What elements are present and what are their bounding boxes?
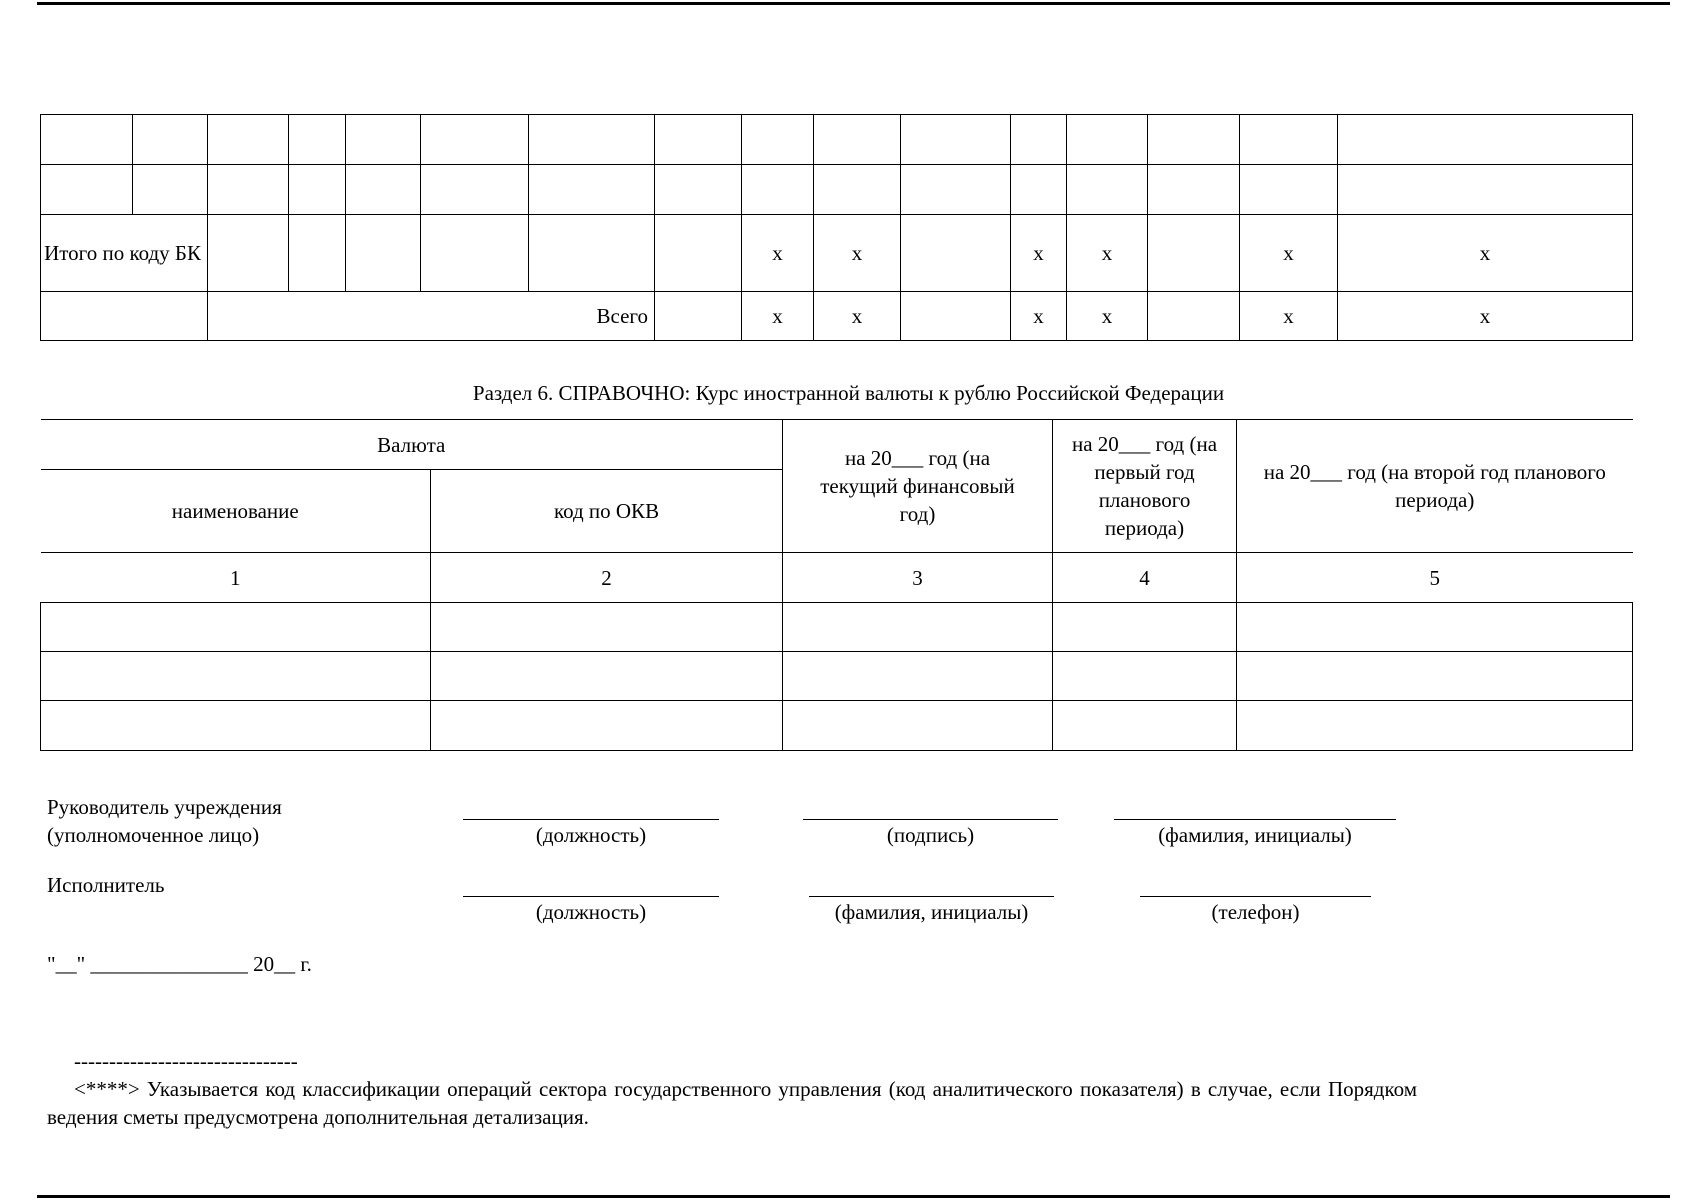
summary-table xyxy=(40,114,1633,341)
second-year-header: на 20___ год (на второй год планового периода) xyxy=(1237,420,1633,553)
table-cell[interactable] xyxy=(41,292,208,341)
footnote-text: <****> Указывается код классификации операций сектора государственного управления (код аналитического показателя) в случае, если Порядком ведения сметы предусмотрена дополнительная детализация. xyxy=(47,1077,1417,1129)
signature-line[interactable] xyxy=(803,819,1058,820)
table-cell[interactable] xyxy=(1011,115,1067,165)
full-name-caption: (фамилия, инициалы) xyxy=(1158,823,1352,847)
x-mark: x xyxy=(1011,215,1067,292)
currency-rate-table xyxy=(40,419,1633,751)
table-cell[interactable] xyxy=(901,292,1011,341)
executor-name-line[interactable] xyxy=(809,896,1054,897)
executor-position-line[interactable] xyxy=(463,896,719,897)
x-mark: x xyxy=(1011,292,1067,341)
name-header: наименование xyxy=(41,470,431,553)
column-number: 1 xyxy=(41,553,431,603)
okv-code-header: код по ОКВ xyxy=(431,470,783,553)
table-row xyxy=(41,603,1633,652)
current-year-header: на 20___ год (на текущий финансовый год) xyxy=(783,420,1053,553)
table-cell[interactable] xyxy=(529,115,655,165)
top-rule xyxy=(37,2,1670,5)
table-cell[interactable] xyxy=(346,215,421,292)
table-cell[interactable] xyxy=(208,115,289,165)
table-cell[interactable] xyxy=(208,165,289,215)
table-row xyxy=(41,701,1633,751)
table-cell[interactable] xyxy=(431,701,783,751)
table-cell[interactable] xyxy=(421,165,529,215)
table-cell[interactable] xyxy=(41,701,431,751)
signature-caption: (подпись) xyxy=(886,823,975,847)
executor-position-caption: (должность) xyxy=(535,900,647,924)
table-cell[interactable] xyxy=(41,115,133,165)
table-cell[interactable] xyxy=(529,165,655,215)
table-cell[interactable] xyxy=(529,215,655,292)
itogo-row xyxy=(41,215,1633,292)
table-cell[interactable] xyxy=(289,215,346,292)
section-6-title: Раздел 6. СПРАВОЧНО: Курс иностранной валюты к рублю Российской Федерации xyxy=(472,381,1225,405)
table-cell[interactable] xyxy=(346,165,421,215)
table-cell[interactable] xyxy=(133,165,208,215)
table-cell[interactable] xyxy=(1053,701,1237,751)
table-cell[interactable] xyxy=(814,115,901,165)
table-cell[interactable] xyxy=(655,115,742,165)
table-cell[interactable] xyxy=(1237,603,1633,652)
table-row xyxy=(41,652,1633,701)
executor-label: Исполнитель xyxy=(47,873,165,897)
table-cell[interactable] xyxy=(431,603,783,652)
itogo-label: Итого по коду БК xyxy=(41,215,208,292)
table-cell[interactable] xyxy=(783,701,1053,751)
table-cell[interactable] xyxy=(1067,165,1148,215)
table-cell[interactable] xyxy=(814,165,901,215)
table-cell[interactable] xyxy=(346,115,421,165)
table-row xyxy=(41,115,1633,165)
table-cell[interactable] xyxy=(742,165,814,215)
table-cell[interactable] xyxy=(1240,115,1338,165)
position-caption: (должность) xyxy=(535,823,647,847)
table-cell[interactable] xyxy=(289,115,346,165)
table-cell[interactable] xyxy=(1338,165,1633,215)
x-mark: x xyxy=(1067,292,1148,341)
table-cell[interactable] xyxy=(1237,652,1633,701)
table-cell[interactable] xyxy=(901,165,1011,215)
table-cell[interactable] xyxy=(1053,603,1237,652)
x-mark: x xyxy=(1240,292,1338,341)
column-number: 5 xyxy=(1237,553,1633,603)
table-cell[interactable] xyxy=(41,652,431,701)
vsego-label: Всего xyxy=(208,292,655,341)
column-number: 4 xyxy=(1053,553,1237,603)
table-cell[interactable] xyxy=(783,603,1053,652)
table-cell[interactable] xyxy=(655,292,742,341)
x-mark: x xyxy=(814,292,901,341)
date-line[interactable]: "__" _______________ 20__ г. xyxy=(47,952,312,976)
footnote-separator: -------------------------------- xyxy=(74,1049,298,1073)
table-cell[interactable] xyxy=(655,215,742,292)
table-cell[interactable] xyxy=(1148,165,1240,215)
table-cell[interactable] xyxy=(1237,701,1633,751)
header-row xyxy=(41,420,1633,470)
position-line[interactable] xyxy=(463,819,719,820)
x-mark: x xyxy=(1338,292,1633,341)
table-cell[interactable] xyxy=(655,165,742,215)
phone-line[interactable] xyxy=(1140,896,1371,897)
table-cell[interactable] xyxy=(431,652,783,701)
head-label: Руководитель учреждения xyxy=(47,795,282,819)
full-name-line[interactable] xyxy=(1114,819,1396,820)
x-mark: x xyxy=(1067,215,1148,292)
table-cell[interactable] xyxy=(1053,652,1237,701)
table-cell[interactable] xyxy=(1148,115,1240,165)
head-label-sub: (уполномоченное лицо) xyxy=(47,823,260,847)
table-cell[interactable] xyxy=(421,215,529,292)
bottom-rule xyxy=(37,1195,1670,1198)
x-mark: x xyxy=(1240,215,1338,292)
x-mark: x xyxy=(742,215,814,292)
table-cell[interactable] xyxy=(783,652,1053,701)
table-cell[interactable] xyxy=(421,115,529,165)
table-cell[interactable] xyxy=(1067,115,1148,165)
phone-caption: (телефон) xyxy=(1211,900,1300,924)
x-mark: x xyxy=(742,292,814,341)
column-number: 2 xyxy=(431,553,783,603)
table-cell[interactable] xyxy=(208,215,289,292)
executor-name-caption: (фамилия, инициалы) xyxy=(834,900,1029,924)
table-cell[interactable] xyxy=(1240,165,1338,215)
table-cell[interactable] xyxy=(901,115,1011,165)
first-year-header: на 20___ год (на первый год планового периода) xyxy=(1053,420,1237,553)
table-cell[interactable] xyxy=(133,115,208,165)
table-cell[interactable] xyxy=(41,603,431,652)
table-cell[interactable] xyxy=(901,215,1011,292)
table-cell[interactable] xyxy=(742,115,814,165)
table-cell[interactable] xyxy=(1011,165,1067,215)
x-mark: x xyxy=(814,215,901,292)
currency-header: Валюта xyxy=(41,420,783,470)
table-cell[interactable] xyxy=(289,165,346,215)
table-cell[interactable] xyxy=(1148,215,1240,292)
x-mark: x xyxy=(1338,215,1633,292)
table-cell[interactable] xyxy=(1148,292,1240,341)
table-row xyxy=(41,165,1633,215)
table-cell[interactable] xyxy=(1338,115,1633,165)
table-cell[interactable] xyxy=(41,165,133,215)
column-number-row xyxy=(41,553,1633,603)
vsego-row xyxy=(41,292,1633,341)
column-number: 3 xyxy=(783,553,1053,603)
